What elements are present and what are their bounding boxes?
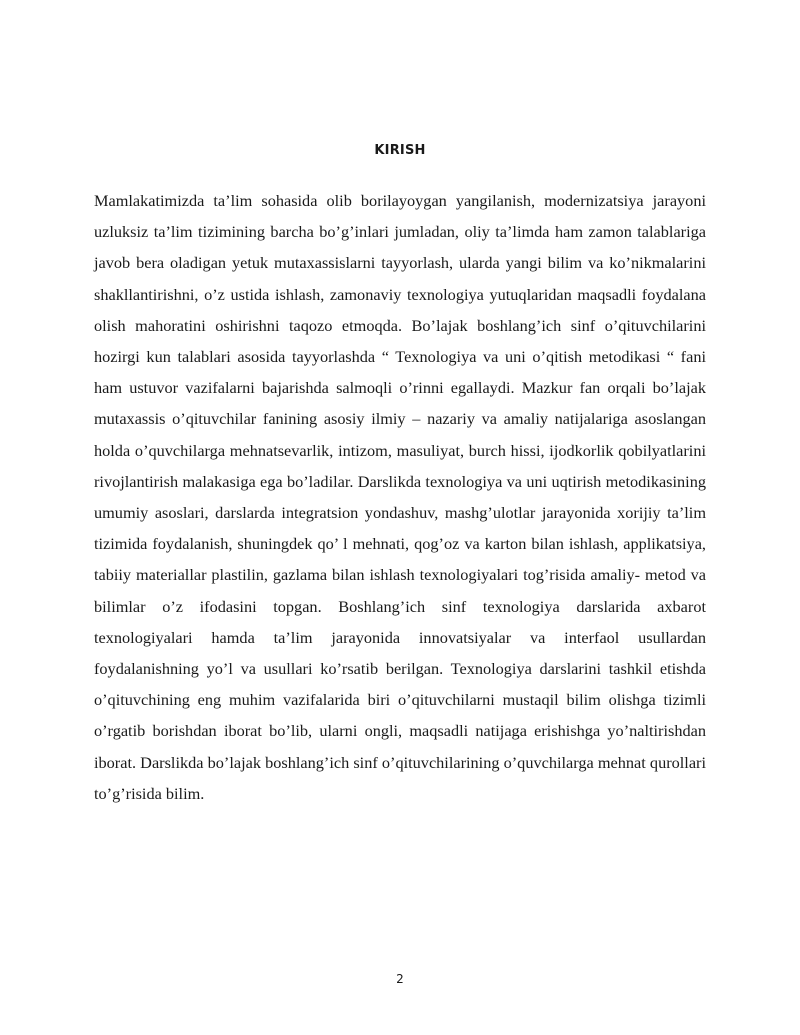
section-heading: KIRISH — [374, 143, 426, 158]
body-paragraph: Mamlakatimizda ta’lim sohasida olib borilayoygan yangilanish, modernizatsiya jarayoni uzluksiz ta’lim tizimining barcha bo’g’inlari jumladan, oliy ta’limda ham zamon talablariga javob bera oladigan yetuk mutaxassislarni tayyorlash, ularda yangi bilim va ko’nikmalarini shakllantirishni, o’z ustida ishlash, zamonaviy texnologiya yutuqlaridan maqsadli foydalana olish mahoratini oshirishni taqozo etmoqda. Bo’lajak boshlang’ich sinf o’qituvchilarini hozirgi kun talablari asosida tayyorlashda “ Texnologiya va uni o’qitish metodikasi “ fani ham ustuvor vazifalarni bajarishda salmoqli o’rinni egallaydi. Mazkur fan orqali bo’lajak mutaxassis o’qituvchilar fanining asosiy ilmiy – nazariy va amaliy natijalariga asoslangan holda o’quvchilarga mehnatsevarlik, intizom, masuliyat, burch hissi, ijodkorlik qobilyatlarini rivojlantirish malakasiga ega bo’ladilar. Darslikda texnologiya va uni uqtirish metodikasining umumiy asoslari, darslarda integratsion yondashuv, mashg’ulotlar jarayonida xorijiy ta’lim tizimida foydalanish, shuningdek qo’ l mehnati, qog’oz va karton bilan ishlash, applikatsiya, tabiiy materiallar plastilin, gazlama bilan ishlash texnologiyalari tog’risida amaliy- metod va bilimlar o’z ifodasini topgan. Boshlang’ich sinf texnologiya darslarida axbarot texnologiyalari hamda ta’lim jarayonida innovatsiyalar va interfaol usullardan foydalanishning yo’l va usullari ko’rsatib berilgan. Texnologiya darslarini tashkil etishda o’qituvchining eng muhim vazifalarida biri o’qituvchilarni mustaqil bilim olishga tizimli o’rgatib borishdan iborat bo’lib, ularni ongli, maqsadli natijaga erishishga yo’naltirishdan iborat. Darslikda bo’lajak boshlang’ich sinf o’qituvchilarining o’quvchilarga mehnat qurollari to’g’risida bilim. — [94, 191, 706, 803]
page-number: 2 — [396, 972, 404, 986]
